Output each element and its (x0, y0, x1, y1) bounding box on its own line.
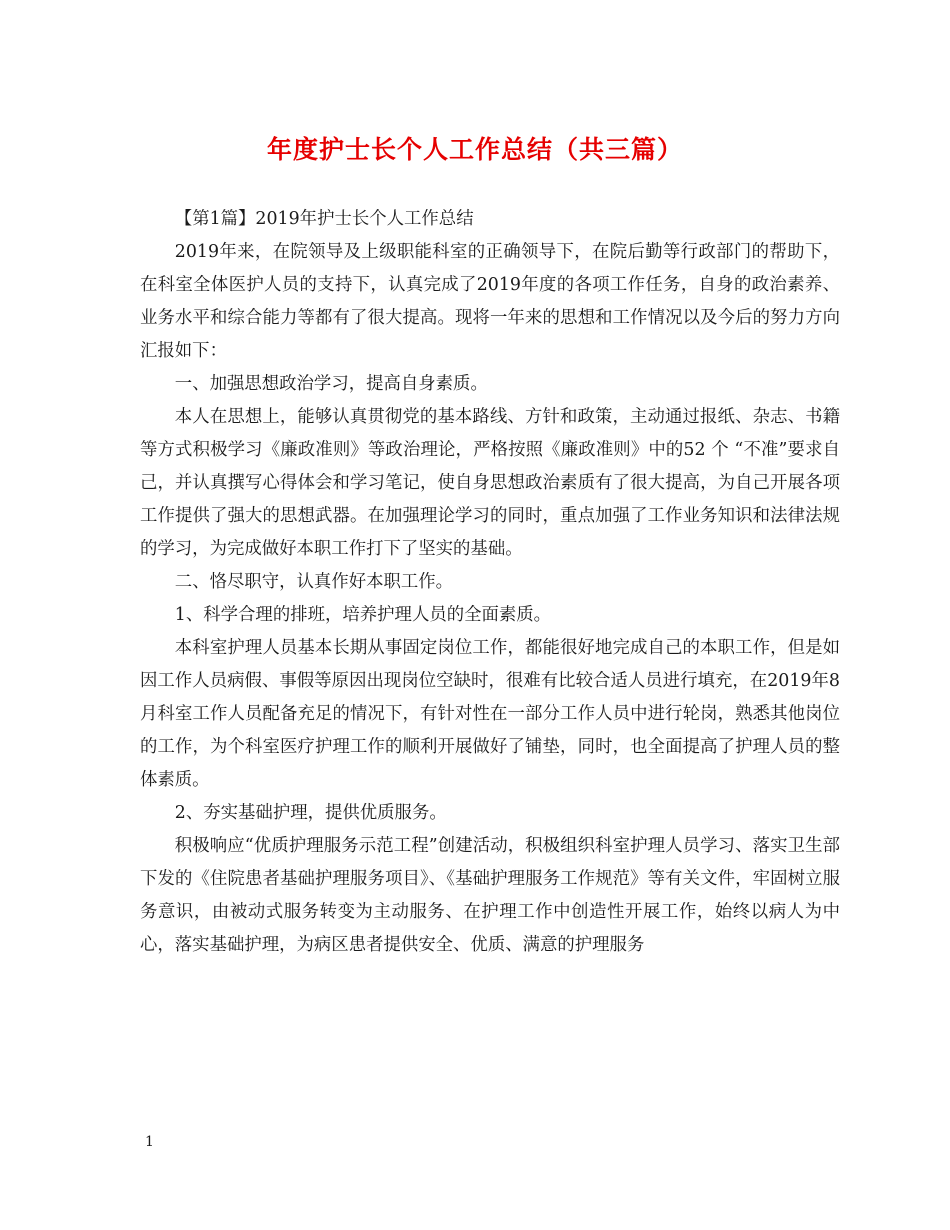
subheading-scheduling: 1、科学合理的排班，培养护理人员的全面素质。 (174, 605, 552, 625)
subheading-duty: 二、恪尽职守，认真作好本职工作。 (174, 572, 454, 592)
document-body (140, 203, 840, 962)
section-heading-1: 【第1篇】2019年护士长个人工作总结 (174, 209, 474, 229)
subheading-political-study: 一、加强思想政治学习，提高自身素质。 (174, 374, 488, 394)
document-title: 年度护士长个人工作总结（共三篇） (266, 135, 683, 164)
paragraph-scheduling: 本科室护理人员基本长期从事固定岗位工作，都能很好地完成自己的本职工作，但是如因工作人员病假、事假等原因出现岗位空缺时，很难有比较合适人员进行填充，在2019年8月科室工作人员配备充足的情况下，有针对性在一部分工作人员中进行轮岗，熟悉其他岗位的工作，为个科室医疗护理工作的顺利开展做好了铺垫，同时，也全面提高了护理人员的整体素质。 (140, 638, 840, 790)
paragraph-political-study: 本人在思想上，能够认真贯彻党的基本路线、方针和政策，主动通过报纸、杂志、书籍等方式积极学习《廉政准则》等政治理论，严格按照《廉政准则》中的52 个 “不准”要求自己，并认真撰写心得体会和学习笔记，使自身思想政治素质有了很大提高，为自己开展各项工作提供了强大的思想武器。在加强理论学习的同时，重点加强了工作业务知识和法律法规的学习，为完成做好本职工作打下了坚实的基础。 (140, 407, 840, 559)
page-number: 1 (145, 1134, 154, 1150)
paragraph-basic-nursing: 积极响应“优质护理服务示范工程”创建活动，积极组织科室护理人员学习、落实卫生部下发的《住院患者基础护理服务项目》、《基础护理服务工作规范》等有关文件，牢固树立服务意识，由被动式服务转变为主动服务、在护理工作中创造性开展工作，始终以病人为中心，落实基础护理，为病区患者提供安全、优质、满意的护理服务 (140, 836, 840, 955)
subheading-basic-nursing: 2、夯实基础护理，提供优质服务。 (174, 803, 447, 823)
paragraph-intro: 2019年来，在院领导及上级职能科室的正确领导下，在院后勤等行政部门的帮助下，在科室全体医护人员的支持下，认真完成了2019年度的各项工作任务，自身的政治素养、业务水平和综合能力等都有了很大提高。现将一年来的思想和工作情况以及今后的努力方向汇报如下： (140, 242, 840, 361)
